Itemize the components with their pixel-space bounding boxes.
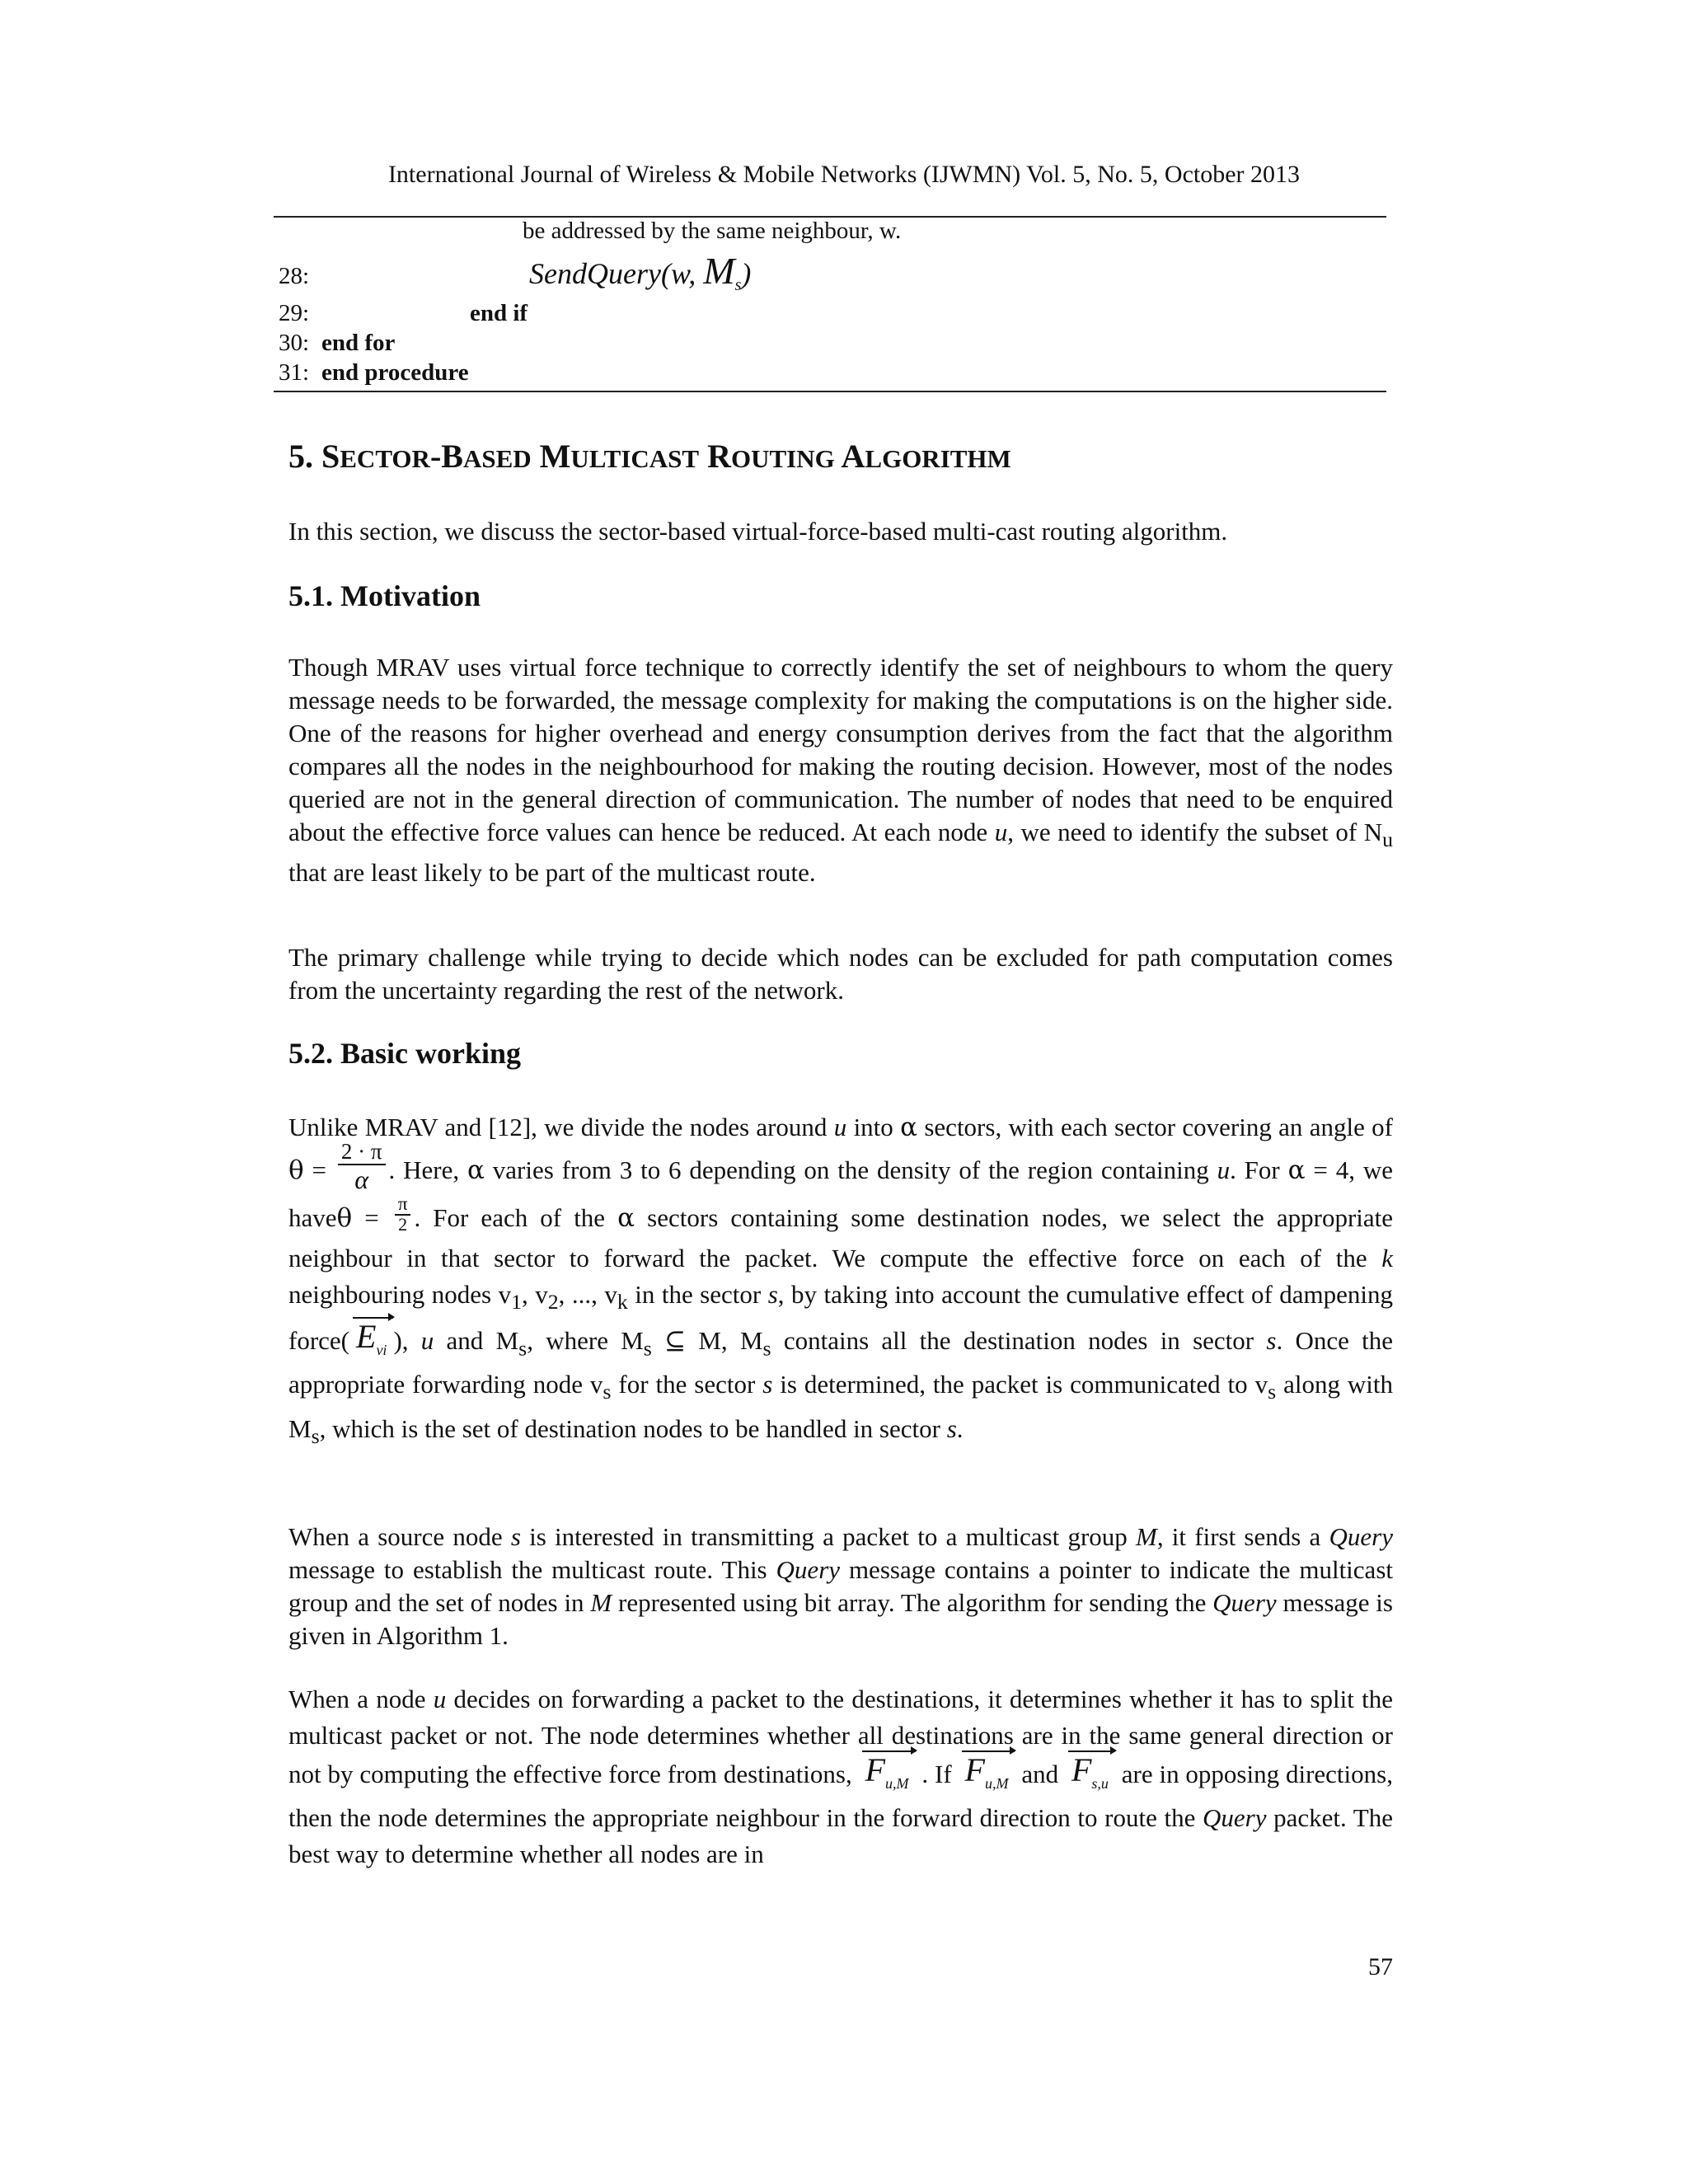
- line-number: 28:: [279, 263, 310, 289]
- line-number: 30:: [279, 330, 310, 356]
- algorithm-line-28: [279, 249, 751, 295]
- force-vector-u-m: $F_{u,M}$: [859, 1754, 916, 1800]
- force-vector-u-m-2: $F_{u,M}$: [959, 1754, 1015, 1800]
- force-vector-s-u: $F_{s,u}$: [1065, 1754, 1115, 1800]
- journal-header: International Journal of Wireless & Mobile Networks (IJWMN) Vol. 5, No. 5, October 2013: [387, 161, 1301, 188]
- algorithm-continuation: be addressed by the same neighbour, w.: [523, 218, 902, 244]
- dampening-force-vector: $E_{vi}$: [349, 1320, 393, 1366]
- end-procedure-keyword: end procedure: [321, 359, 469, 386]
- subsection-motivation-title: 5.1. Motivation: [288, 579, 481, 612]
- line-number: 31:: [279, 359, 310, 386]
- page-number: 57: [1368, 1953, 1393, 1980]
- basic-working-paragraph-2: When a source node s is interested in transmitting a packet to a multicast group M, it first sends a Query message to establish the multicast route. This Query message contains a pointer to indicate the multicast group and the set of nodes in M represented using bit array. The algorithm for sending the Query message is given in Algorithm 1.: [288, 1522, 1393, 1650]
- algorithm-line-29: [279, 300, 528, 327]
- section-title: 5. SECTOR-BASED MULTICAST ROUTING ALGORITHM: [288, 438, 1011, 475]
- send-query-call: SendQuery(w, $M_s$): [529, 250, 752, 295]
- basic-working-paragraph-3: When a node u decides on forwarding a packet to the destinations, it determines whether it has to split the multicast packet or not. The node determines whether all destinations are in the same general direction or not by computing the effective force from destinations, $F_{u,M}$ . If $F_{u,M}$ and $F_{s,u}$ are in opposing directions, then the node determines the appropriate neighbour in the forward direction to route the Query packet. The best way to determine whether all nodes are in: [288, 1685, 1394, 1868]
- algorithm-line-30: [279, 330, 395, 357]
- algorithm-fragment: [274, 216, 1386, 392]
- line-number: 29:: [279, 300, 310, 326]
- end-if-keyword: end if: [470, 300, 528, 326]
- basic-working-paragraph-1: Unlike MRAV and [12], we divide the nodes around u into α sectors, with each sector covering an angle of θ = $\frac{2 \cdot \pi}{\alpha}$ . Here, α varies from 3 to 6 depending on the density of the region containing u. For α = 4, we haveθ = $\frac{\pi}{2}$ . For each of the α sectors containing some destination nodes, we select the appropriate neighbour in that sector to forward the packet. We compute the effective force on each of the k neighbouring nodes $v_1$, $v_2$, ..., $v_k$ in the sector s, by taking into account the cumulative effect of dampening force( $E_{vi}$ ), u and $M_s$, where $M_s$ ⊆ M, $M_s$ contains all the destination nodes in sector s. Once the appropriate forwarding node $v_s$ for the sector s is determined, the packet is communicated to $v_s$ along with $M_s$, which is the set of destination nodes to be handled in sector s.: [288, 1113, 1394, 1448]
- motivation-paragraph-2: The primary challenge while trying to decide which nodes can be excluded for path computation comes from the uncertainty regarding the rest of the network.: [288, 943, 1393, 1005]
- subsection-basic-working-title: 5.2. Basic working: [288, 1037, 522, 1070]
- motivation-paragraph-1: Though MRAV uses virtual force technique to correctly identify the set of neighbours to whom the query message needs to be forwarded, the message complexity for making the computations is on the higher side. One of the reasons for higher overhead and energy consumption derives from the fact that the algorithm compares all the nodes in the neighbourhood for making the routing decision. However, most of the nodes queried are not in the general direction of communication. The number of nodes that need to be enquired about the effective force values can hence be reduced. At each node u, we need to identify the subset of $N_u$ that are least likely to be part of the multicast route.: [288, 653, 1393, 888]
- theta-fraction: $\frac{2 \cdot \pi}{\alpha}$: [338, 1139, 386, 1193]
- pi-half-fraction: $\frac{\pi}{2}$: [395, 1194, 411, 1234]
- algorithm-line-31: [279, 359, 469, 387]
- end-for-keyword: end for: [321, 330, 396, 356]
- section-intro: In this section, we discuss the sector-based virtual-force-based multi-cast routing algorithm.: [288, 517, 1228, 546]
- section-title-text: SECTOR-BASED MULTICAST ROUTING ALGORITHM: [321, 438, 1011, 475]
